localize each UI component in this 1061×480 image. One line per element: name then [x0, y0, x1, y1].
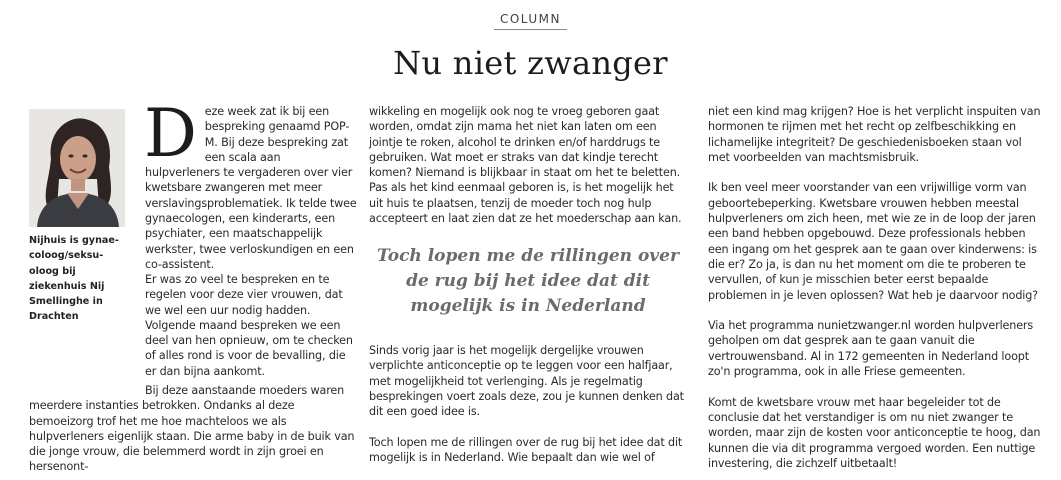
paragraph: Ik ben veel meer voorstander van een vrijwillige vorm van geboortebeperking. Kwetsbare vrouwen hebben meestal hulpverleners om zich heen, met wie ze in de loop der jaren een band hebben opgebouwd. Deze professionals hebben een ingang om het gesprek aan te gaan over kinderwens: is die er? Zo ja, is dan nu het moment om die te proberen te vervullen, of kun je misschien beter eerst bepaalde problemen in je leven oplossen? Wat heb je daarvoor nodig?: [708, 181, 1038, 302]
article-headline: Nu niet zwanger: [393, 44, 668, 82]
paragraph: Er was zo veel te bespreken en te regelen voor deze vier vrouwen, dat we wel een uur nodig hadden. Volgende maand bespreken we een deel van hen opnieuw, om te checken of alles rond is voor de bevalling, die er dan bijna aankomt.: [145, 273, 353, 378]
paragraph: niet een kind mag krijgen? Hoe is het verplicht inspuiten van hormonen te rijmen met het recht op zelfbeschikking en lichamelijke integriteit? De geschiedenisboeken staan vol met voorbeelden van machtsmisbruik.: [708, 105, 1041, 164]
paragraph: Sinds vorig jaar is het mogelijk dergelijke vrouwen verplichte anticonceptie op te leggen voor een halfjaar, met mogelijkheid tot verlenging. Als je regelmatig besprekingen voert zoals deze, zou je kunnen denken dat dit een goed idee is.: [369, 344, 684, 419]
author-portrait: [29, 109, 125, 227]
paragraph: Toch lopen me de rillingen over de rug bij het idee dat dit mogelijk is in Nederland. Wie bepaalt dan wie wel of: [369, 435, 683, 465]
column-1: [144, 95, 357, 272]
pull-quote: Toch lopen me de rillingen over de rug bij het idee dat dit mogelijk is in Nederland: [377, 246, 679, 316]
paragraph: Via het programma nunietzwanger.nl worden hulpverleners geholpen om dat gesprek aan te gaan vanuit die vertrouwensband. Al in 172 gemeenten in Nederland loopt zo'n programma, ook in alle Friese gemeenten.: [708, 319, 1034, 379]
column-2-continued: [369, 343, 687, 465]
drop-cap: D: [144, 95, 197, 172]
paragraph: Komt de kwetsbare vrouw met haar begeleider tot de conclusie dat het verstandiger is om nu niet zwanger te worden, maar zijn de kosten voor anticonceptie te hoog, dan kunnen die via dit programma vergoed worden. Een nuttige investering, die zichzelf uitbetaalt!: [708, 395, 1041, 470]
paragraph-intro: [144, 95, 357, 272]
column-3: [708, 104, 1042, 471]
portrait-image: [29, 109, 125, 227]
paragraph: Bij deze aanstaande moeders waren meerdere instanties betrokken. Ondanks al deze bemoeizorg trof het me hoe machteloos we als hulpverleners eigenlijk staan. Die arme baby in de buik van die jonge vrouw, die belemmerd wordt in zijn groei en hersenont-: [29, 384, 355, 474]
column-1-end: [29, 383, 357, 475]
paragraph: wikkeling en mogelijk ook nog te vroeg geboren gaat worden, omdat zijn mama het niet kan laten om een jointje te roken, alcohol te drinken en/of harddrugs te gebruiken. Wat moet er straks van dat kindje terecht komen? Niemand is blijkbaar in staat om het te beletten. Pas als het kind eenmaal geboren is, is het mogelijk het uit huis te plaatsen, tenzij de moeder toch nog hulp accepteert en laat zien dat ze het moederschap aan kan.: [369, 105, 682, 226]
column-1-continued: [145, 272, 357, 379]
column-rubric: [0, 8, 1061, 30]
author-caption: Nijhuis is gynae-coloog/seksu-oloog bij ziekenhuis Nij Smellinghe in Drachten: [29, 235, 119, 323]
rubric-label: COLUMN: [494, 12, 567, 30]
paragraph-intro-text: eze week zat ik bij een bespreking genaamd POP-M. Bij deze bespreking zat een scala aan hulpverleners te vergaderen over vier kwetsbare zwangeren met meer verslavingsproblematiek. Ik telde twee gynaecologen, een kinderarts, een psychiater, een maatschappelijk werkster, twee verloskundigen en een co-assistent.: [145, 105, 357, 271]
column-2: [369, 104, 687, 226]
